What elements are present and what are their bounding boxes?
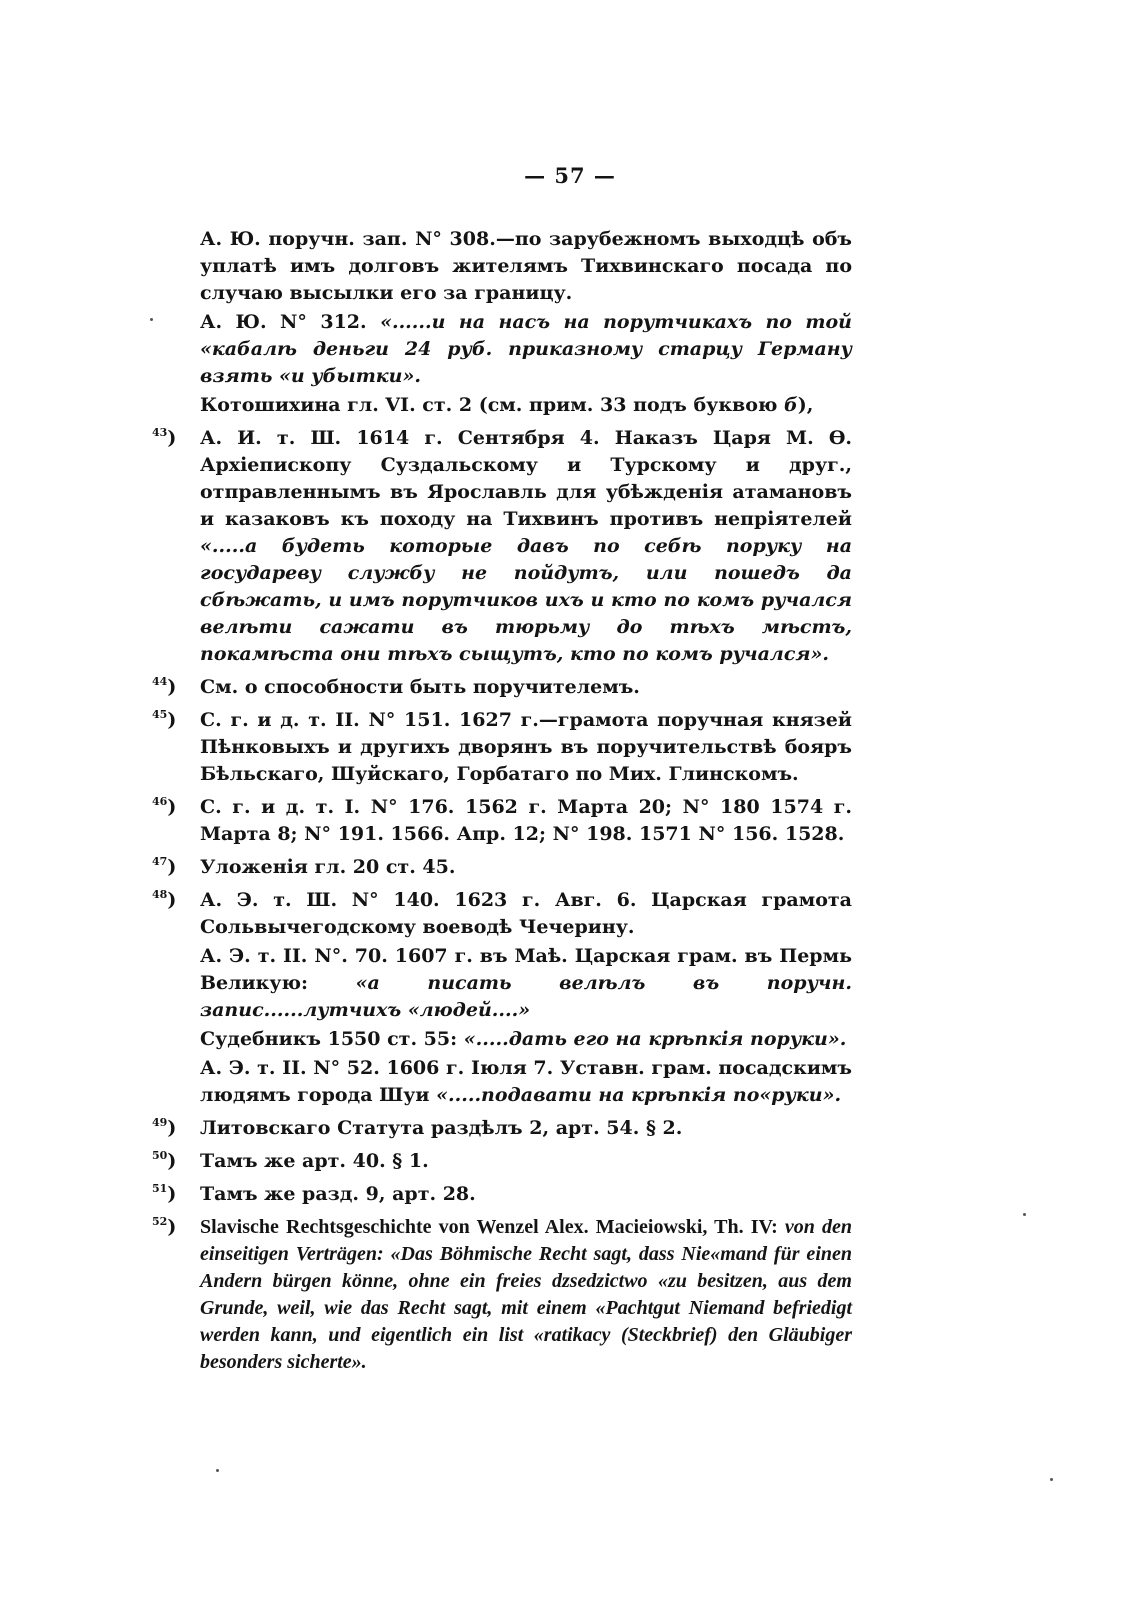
footnote-marker bbox=[152, 674, 176, 703]
quoted-text: «.....дать его на крѣпкія поруки». bbox=[463, 1028, 847, 1050]
footnote-paren: ) bbox=[167, 796, 177, 818]
footnote-paren: ) bbox=[167, 1150, 177, 1172]
quoted-text: «......и на насъ на порутчикахъ по той «кабалѣ деньги 24 руб. приказному старцу Герману взять «и убытки». bbox=[200, 311, 852, 387]
footnote bbox=[152, 854, 852, 881]
reference-text: А. Ю. N° 312. bbox=[200, 311, 381, 333]
reference-text: Тамъ же арт. 40. § 1. bbox=[200, 1150, 429, 1172]
footnote-marker bbox=[152, 854, 176, 883]
footnote-paragraph bbox=[200, 425, 852, 668]
footnote-paragraph bbox=[200, 1148, 852, 1175]
reference-text: Судебникъ 1550 ст. 55: bbox=[200, 1028, 464, 1050]
footnote-marker bbox=[152, 1214, 176, 1243]
reference-text: А. И. т. Ш. 1614 г. Сентября 4. Наказъ Царя М. Ѳ. Архіепископу Суздальскому и Турскому и друг., отправленнымъ въ Ярославль для убѣжденія атамановъ и казаковъ къ походу на Тихвинъ противъ непріятелей bbox=[200, 427, 852, 530]
footnote bbox=[152, 1181, 852, 1208]
footnote-paragraph bbox=[200, 887, 852, 941]
footnote-marker bbox=[152, 887, 176, 916]
footnote bbox=[152, 707, 852, 788]
footnote bbox=[152, 425, 852, 668]
reference-text: Тамъ же разд. 9, арт. 28. bbox=[200, 1183, 476, 1205]
footnote-paragraph bbox=[200, 309, 852, 390]
footnote-number: 49 bbox=[152, 1116, 168, 1129]
scan-speck bbox=[216, 1469, 219, 1472]
scan-speck bbox=[1050, 1478, 1053, 1481]
footnote-marker bbox=[152, 707, 176, 736]
footnote-paren: ) bbox=[167, 709, 177, 731]
scan-speck bbox=[150, 318, 153, 321]
quoted-text: «а писать велѣлъ въ поручн. запис......лутчихъ «людей....» bbox=[200, 972, 852, 1021]
quoted-text: б bbox=[784, 394, 798, 416]
footnote-marker bbox=[152, 794, 176, 823]
footnote-paren: ) bbox=[167, 1183, 177, 1205]
reference-text: См. о способности быть поручителемъ. bbox=[200, 676, 640, 698]
footnote-paragraph bbox=[200, 1214, 852, 1376]
footnote-paragraph bbox=[200, 226, 852, 307]
footnote bbox=[152, 674, 852, 701]
footnote-number: 44 bbox=[152, 675, 168, 688]
reference-text: С. г. и д. т. I. N° 176. 1562 г. Марта 20; N° 180 1574 г. Марта 8; N° 191. 1566. Апр. 12; N° 198. 1571 N° 156. 1528. bbox=[200, 796, 852, 845]
reference-text: А. Э. т. Ш. N° 140. 1623 г. Авг. 6. Царская грамота Сольвычегодскому воеводѣ Чечерину. bbox=[200, 889, 852, 938]
reference-text: Slavische Rechtsgeschichte von Wenzel Alex. Macieiowski, Th. IV: bbox=[200, 1216, 785, 1238]
reference-text: С. г. и д. т. II. N° 151. 1627 г.—грамота поручная князей Пѣнковыхъ и другихъ дворянъ въ поручительствѣ бояръ Бѣльскаго, Шуйскаго, Горбатаго по Мих. Глинскомъ. bbox=[200, 709, 852, 785]
footnote-marker bbox=[152, 1181, 176, 1210]
footnote-paren: ) bbox=[167, 856, 177, 878]
footnote-number: 46 bbox=[152, 795, 168, 808]
footnote-paragraph bbox=[200, 1055, 852, 1109]
footnote bbox=[152, 887, 852, 1109]
footnote-paragraph bbox=[200, 392, 852, 419]
footnote-paragraph bbox=[200, 1181, 852, 1208]
reference-text: Литовскаго Статута раздѣлъ 2, арт. 54. § 2. bbox=[200, 1117, 683, 1139]
reference-text: Котошихина гл. VI. ст. 2 (см. прим. 33 подъ буквою bbox=[200, 394, 785, 416]
reference-text: А. Э. т. II. N° 52. 1606 г. Іюля 7. Уставн. грам. посадскимъ людямъ города Шуи bbox=[200, 1057, 852, 1106]
footnote-paren: ) bbox=[167, 1117, 177, 1139]
page-number: — 57 — bbox=[524, 163, 616, 188]
reference-text: А. Э. т. II. N°. 70. 1607 г. въ Маѣ. Царская грам. въ Пермь Великую: bbox=[200, 945, 852, 994]
quoted-text: von den einseitigen Verträgen: «Das Böhmische Recht sagt, dass Nie«mand für einen Andern bürgen könne, ohne ein freies dzsedzictwo «zu besitzen, aus dem Grunde, weil, wie das Recht sagt, mit einem «Pachtgut Niemand befriedigt werden kann, und eigentlich ein list «ratikacy (Steckbrief) den Gläubiger besonders sicherte». bbox=[200, 1216, 853, 1373]
reference-text: Уложенія гл. 20 ст. 45. bbox=[200, 856, 456, 878]
reference-text: ), bbox=[797, 394, 814, 416]
footnote-paragraph bbox=[200, 1115, 852, 1142]
footnote-marker bbox=[152, 425, 176, 454]
reference-text: А. Ю. поручн. зап. N° 308.—по зарубежномъ выходцѣ объ уплатѣ имъ долговъ жителямъ Тихвинскаго посада по случаю высылки его за границу. bbox=[200, 228, 852, 304]
footnote-number: 45 bbox=[152, 708, 168, 721]
footnote-marker bbox=[152, 1115, 176, 1144]
footnote bbox=[152, 226, 852, 419]
footnote-paragraph bbox=[200, 1026, 852, 1053]
footnote-number: 52 bbox=[152, 1215, 168, 1228]
footnotes bbox=[152, 226, 852, 1378]
footnote-paragraph bbox=[200, 707, 852, 788]
footnote-paren: ) bbox=[167, 1216, 177, 1238]
footnote-paragraph bbox=[200, 854, 852, 881]
scan-speck bbox=[1023, 1213, 1026, 1216]
footnote-paren: ) bbox=[167, 427, 177, 449]
footnote-paragraph bbox=[200, 674, 852, 701]
footnote-number: 48 bbox=[152, 888, 168, 901]
footnote-paren: ) bbox=[167, 676, 177, 698]
footnote-paragraph bbox=[200, 943, 852, 1024]
footnote-number: 43 bbox=[152, 426, 168, 439]
footnote bbox=[152, 1115, 852, 1142]
footnote-number: 51 bbox=[152, 1182, 168, 1195]
footnote-paren: ) bbox=[167, 889, 177, 911]
quoted-text: «.....а будеть которые давъ по себѣ поруку на государеву службу не пойдутъ, или пошедъ да сбѣжать, и имъ порутчиков ихъ и кто по комъ ручался велѣти сажати въ тюрьму до тѣхъ мѣстъ, покамѣста они тѣхъ сыщутъ, кто по комъ ручался». bbox=[200, 535, 852, 665]
footnote-number: 47 bbox=[152, 855, 168, 868]
footnote-number: 50 bbox=[152, 1149, 168, 1162]
footnote bbox=[152, 1214, 852, 1376]
quoted-text: «.....подавати на крѣпкія по«руки». bbox=[436, 1084, 842, 1106]
footnote-paragraph bbox=[200, 794, 852, 848]
footnote bbox=[152, 794, 852, 848]
footnote bbox=[152, 1148, 852, 1175]
footnote-marker bbox=[152, 1148, 176, 1177]
